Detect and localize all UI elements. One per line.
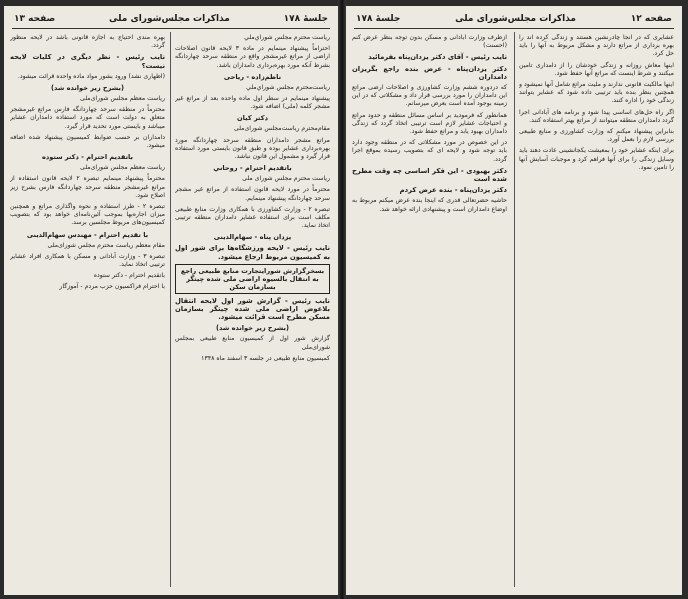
body-paragraph: رياست‌محترم مجلس شوراي‌ملي <box>246 83 330 91</box>
signature-line: باتقديم احترام - دکتر ستوده <box>41 153 134 162</box>
body-paragraph: محترماً در مورد لایحه قانون استفاده از مراتع غیر مشجر سرحد چهاردانگه پیشنهاد مینمایم. <box>175 186 330 202</box>
body-paragraph: اگر راه حل‌های اساسی پیدا شود و برنامه های آبادانی اجرا گردد دامداران منطقه میتوانند از مراتع بهتر استفاده کنند. <box>519 108 674 124</box>
body-paragraph: عشایری که در آنجا چادرنشین هستند و زندگی کرده اند را بهره برداری از مراتع دارند و مشکل مربوط به آنها را باید حل کرد. <box>519 34 674 58</box>
speaker-paragraph: دکتر بهبودی - این فکر اساسی چه وقت مطرح شده است <box>352 166 507 184</box>
right-page-number: صفحه ۱۲ <box>630 14 672 24</box>
speaker-paragraph: دکتر یزدان‌پناه - بنده عرض کردم <box>399 186 507 195</box>
body-paragraph: باتقديم احترام - دکتر ستوده <box>93 272 165 280</box>
body-paragraph: بنابراین پیشنهاد میکنم که وزارت کشاورزی و منابع طبیعی بررسی لازم را بعمل آورد. <box>519 128 674 144</box>
book-gutter <box>338 0 346 599</box>
right-page-title: مذاکرات مجلس‌شورای ملی <box>455 14 577 24</box>
body-paragraph: مقام‌محترم ریاست‌مجلس شورای‌ملی <box>233 125 330 133</box>
body-paragraph: محترماً در منطقه سرحد چهاردانگه فارس مراتع غیرمشجر متعلق به دولت است که مورد استفاده دامداران عشایر میباشد و بایستی مورد تحدید قرار گیرد. <box>10 106 165 130</box>
body-paragraph: محترماً پیشنهاد مینمایم تبصره ۲ لایحه قانون استفاده از مراتع غیرمشجر منطقه سرحد چهاردانگه فارس بشرح زیر اصلاح شود. <box>10 175 165 199</box>
body-paragraph: کمیسیون منابع طبیعی در جلسه ۳ اسفند ماه ۱۳۴۸ <box>201 354 330 362</box>
signature-line: با تقدیم احترام - مهندس سهام‌الدینی <box>26 230 149 239</box>
speaker-paragraph: نایب رئیس - آقای دکتر یزدان‌پناه بفرمائید <box>368 53 507 62</box>
left-page-column-left <box>10 34 165 589</box>
speaker-paragraph: نایب رئیس - گزارش شور اول لایحه انتقال بلاعوض اراضی ملی شده چیتگر بسازمان مسکن مطرح است قرائت میشود. <box>175 296 330 322</box>
signature-line: (بشرح زیر خوانده شد) <box>216 324 289 333</box>
speaker-paragraph: دکتر یزدان‌پناه - عرض بنده راجع بگریزان دامداران <box>352 64 507 81</box>
body-paragraph: اینها مالکیت قانونی ندارند و ملیت مراتع شامل آنها نمیشود و همچنین بنظر بنده باید ترتیبی داده شود که عشایر بتوانند زندگی خود را اداره کنند. <box>519 81 674 105</box>
right-page <box>346 6 682 595</box>
body-paragraph: حاشیه حضرتعالی قدری که اینجا بنده عرض میکنم مربوط به اوضاع دامداران است و پیشنهادی ارائه خواهد شد. <box>352 197 507 213</box>
agenda-item-box: بسخرگزارش شورایتجارت منابع طبیعی راجع به انتقال بالسیوه اراضی ملی شده چیتگر بسازمان سکن <box>175 264 330 294</box>
body-paragraph: با احترام فراکسیون حزب مردم - آموزگار <box>59 283 165 291</box>
right-page-column-left <box>352 34 507 589</box>
speaker-paragraph: نایب رئیس - لایحه ورزشگاه‌ها برای شور اول به کمیسیون مربوط ارجاع میشود. <box>175 244 330 261</box>
body-paragraph: تبصره ۲ - طرز استفاده و نحوه واگذاری مراتع و همچنین میزان اجاره‌بها بموجب آئین‌نامه‌ای خواهد بود که بتصویب کمیسیون‌های مربوط مجلسین برسد. <box>10 203 165 227</box>
column-divider <box>170 32 171 587</box>
signature-line: یزدان پناه - سهام‌الدینی <box>213 233 292 242</box>
body-paragraph: اینها معاش روزانه و زندگی خودشان را از دامداری تامین میکنند و شرط اینست که مراتع آنها حفظ شود. <box>519 61 674 77</box>
signature-line: ناظم‌زاده - ریاحی <box>223 72 282 81</box>
right-page-column-right <box>519 34 674 589</box>
body-paragraph: مقام معظم ریاست محترم مجلس شورای‌ملی <box>47 241 165 249</box>
left-page-header <box>14 12 328 26</box>
left-page-column-right <box>175 34 330 589</box>
body-paragraph: برای اینکه عشایر خود را بمعیشت یکجانشینی عادت دهند باید وسایل زندگی را برای آنها فراهم کرد و موجبات آسایش آنها را تامین نمود. <box>519 147 674 171</box>
body-paragraph: رياست محترم مجلس شوراي‌ملي <box>244 34 330 41</box>
left-page-title: مذاکرات مجلس‌شورای ملی <box>108 14 230 24</box>
body-paragraph: احتراماً پیشنهاد مینمایم در ماده ۳ لایحه قانون اصلاحات اراضی از مراتع غیرمشجر واقع در منطقه سرحد چهاردانگه بشرط آنکه مورد بهره‌برداری دامداران باشد. <box>175 45 330 69</box>
body-paragraph: ریاست معظم مجلس شورای‌ملی <box>80 164 165 172</box>
body-paragraph: که دردوره ششم وزارت کشاورزی و اصلاحات ارضی مراتع این دامداران را مورد بررسی قرار داد و مشکلاتی که در این زمینه بوجود آمده است بعرض میرسانم. <box>352 84 507 108</box>
header-rule <box>354 28 674 29</box>
right-page-session: جلسهٔ ۱۷۸ <box>356 14 401 24</box>
signature-line: دکتر کیان <box>237 114 268 123</box>
left-page-session: جلسهٔ ۱۷۸ <box>283 14 328 24</box>
body-paragraph: تبصره ۳ - وزارت آبادانی و مسکن با همکاری افراد عشایر ترتیبی اتخاذ نماید. <box>10 252 165 269</box>
column-divider <box>514 32 515 587</box>
signature-line: باتقديم احترام - روحاني <box>213 164 292 173</box>
body-paragraph: (اظهاری نشد) ورود بشور مواد ماده واحده قرائت میشود. <box>17 72 165 80</box>
left-page <box>4 6 338 595</box>
body-paragraph: تبصره ۲ - وزارت کشاورزی با همکاری وزارت منابع طبیعی مکلف است برای استفاده عشایر دامداران منطقه ترتیبی اتخاذ نماید. <box>175 205 330 230</box>
body-paragraph: در این خصوص در مورد مشکلاتی که در منطقه وجود دارد باید توجه شود و لایحه ای که بتصویب رسیده بموقع اجرا گردد. <box>352 139 507 163</box>
body-paragraph: ازطرف وزارت آبادانی و مسکن بدون توجه بنظر عرض کنم (احسنت) <box>352 34 507 50</box>
header-rule <box>12 28 330 29</box>
body-paragraph: بهره مندی احتیاج به اجازه قانونی باشد در لایحه منظور گردد. <box>10 34 165 50</box>
body-paragraph: دامداران بر حسب ضوابط کمیسیون پیشنهاد شده اضافه میشود. <box>10 133 165 150</box>
body-paragraph: رياست محترم مجلس شورای ملی <box>242 175 330 183</box>
speaker-paragraph: نایب رئیس - نظر دیگری در کلیات لایحه نیست؟ <box>10 53 165 70</box>
body-paragraph: گزارش شور اول از کمیسیون منابع طبیعی بمجلس شورای‌ملی <box>175 335 330 351</box>
body-paragraph: پیشنهاد مینمایم در سطر اول ماده واحده بعد از مراتع غیر مشجر کلمه (ملی) اضافه شود. <box>175 95 330 111</box>
signature-line: (بشرح زیر خوانده شد) <box>51 84 124 93</box>
body-paragraph: همانطور که فرمودید بر اساس مسائل منطقه و حدود مراتع و احتیاجات عشایر لازم است ترتیبی اتخاذ گردد که زندگی دامداران بهبود یابد و مراتع حفظ شود. <box>352 111 507 136</box>
body-paragraph: ریاست معظم مجلس شورای‌ملی <box>80 95 165 103</box>
right-page-header <box>356 12 672 26</box>
body-paragraph: مراتع مشجر دامداران منطقه سرحد چهاردانگه مورد بهره‌برداری عشایر بوده و طبق قانون بایستی مورد استفاده قرار گیرد و مشمول این قانون نباشد. <box>175 136 330 161</box>
left-page-number: صفحه ۱۳ <box>14 14 56 24</box>
